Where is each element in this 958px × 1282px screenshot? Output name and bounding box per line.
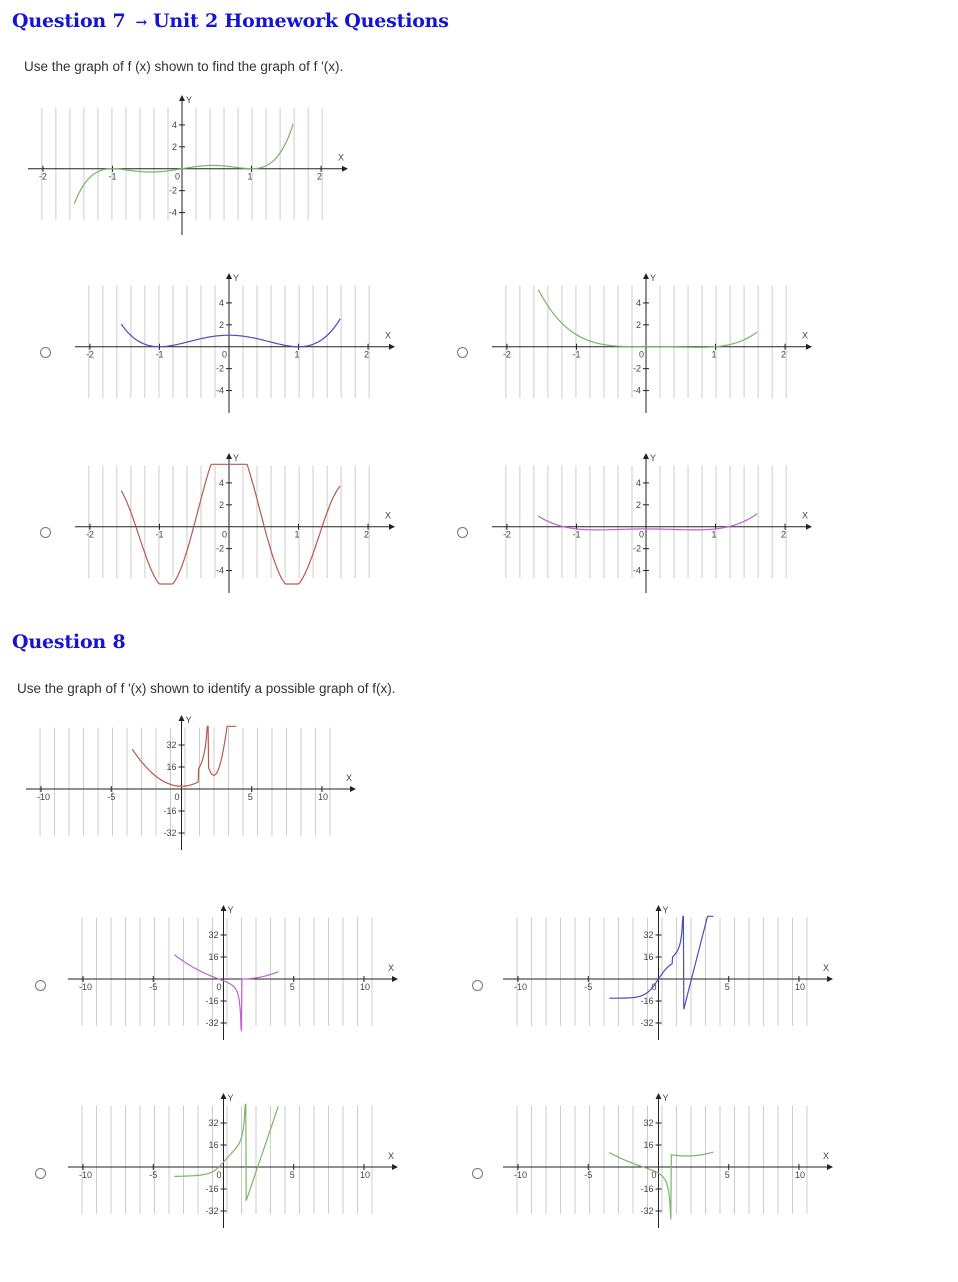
y-axis-label: Y [233,273,240,283]
x-tick-label: 2 [364,349,370,360]
function-curve [174,955,278,1032]
breadcrumb-unit-link[interactable]: Unit 2 Homework Questions [153,10,449,32]
y-tick-label: -2 [215,363,224,374]
q8-option-c-graph [68,1093,398,1228]
x-axis-label: X [388,1151,395,1161]
y-tick-label: 16 [643,1140,654,1150]
x-tick-label: -10 [79,1170,93,1180]
x-tick-label: -5 [149,1170,158,1180]
y-tick-label: 4 [171,119,177,130]
x-axis-arrow [806,344,812,350]
question-7-prompt: Use the graph of f (x) shown to find the graph of f '(x). [24,59,344,74]
x-tick-label: 2 [781,529,787,540]
origin-label: 0 [651,1170,657,1180]
x-tick-label: -10 [514,982,528,992]
x-axis-label: X [338,152,345,163]
origin-label: 0 [174,792,180,802]
y-tick-label: 32 [643,930,654,940]
x-axis-arrow [392,1164,398,1170]
x-axis-arrow [392,976,398,982]
question-8-given-graph [26,715,356,850]
y-tick-label: 32 [208,1118,219,1128]
y-axis-arrow [220,1093,226,1099]
y-axis-arrow [655,1093,661,1099]
y-tick-label: -2 [632,363,641,374]
y-tick-label: 32 [166,740,177,750]
y-axis-label: Y [227,905,234,915]
q7-option-b-radio[interactable] [457,347,468,358]
y-axis-arrow [643,453,649,459]
x-axis-label: X [346,773,353,783]
x-tick-label: 1 [294,529,300,540]
function-curve [132,726,236,786]
question-7-header [12,10,449,32]
origin-label: 0 [222,349,228,360]
function-curve [538,514,757,530]
function-curve [174,1104,278,1200]
y-axis-label: Y [650,273,657,283]
y-tick-label: 16 [208,1140,219,1150]
y-axis-arrow [226,273,232,279]
y-tick-label: -4 [632,565,641,576]
q7-option-a-radio[interactable] [40,347,51,358]
y-tick-label: 32 [208,930,219,940]
y-tick-label: -4 [632,385,641,396]
function-curve [74,124,293,204]
x-tick-label: -10 [37,792,51,802]
y-axis-label: Y [650,453,657,463]
y-tick-label: -4 [168,207,177,218]
y-axis-label: Y [662,905,669,915]
x-tick-label: 5 [724,982,730,992]
q8-option-d-radio[interactable] [472,1168,483,1179]
origin-label: 0 [639,529,645,540]
y-axis-label: Y [233,453,240,463]
x-tick-label: 1 [711,349,717,360]
q7-option-c-radio[interactable] [40,527,51,538]
y-axis-label: Y [227,1093,234,1103]
question-7-given-graph [28,95,348,235]
y-axis-arrow [655,905,661,911]
x-tick-label: 2 [781,349,787,360]
x-tick-label: -5 [584,982,593,992]
q8-option-b-graph [503,905,833,1040]
x-tick-label: 10 [359,1170,370,1180]
y-tick-label: -2 [168,185,177,196]
x-tick-label: -5 [107,792,116,802]
x-tick-label: -2 [85,529,94,540]
x-axis-label: X [802,510,809,521]
q8-option-d-graph [503,1093,833,1228]
x-tick-label: -1 [155,349,164,360]
y-axis-arrow [179,95,185,101]
x-axis-label: X [802,330,809,341]
x-tick-label: 5 [289,1170,295,1180]
origin-label: 0 [651,982,657,992]
y-tick-label: -32 [163,828,177,838]
q7-option-b-graph [492,273,812,413]
x-axis-label: X [385,330,392,341]
origin-label: 0 [216,1170,222,1180]
y-tick-label: 16 [208,952,219,962]
origin-label: 0 [216,982,222,992]
y-tick-label: -16 [205,1184,219,1194]
y-axis-label: Y [186,95,193,105]
y-tick-label: -16 [163,806,177,816]
y-tick-label: 16 [166,762,177,772]
y-tick-label: 2 [218,319,224,330]
x-tick-label: 1 [247,171,253,182]
y-tick-label: 16 [643,952,654,962]
x-axis-label: X [823,963,830,973]
function-curve [609,916,713,1009]
y-tick-label: -16 [205,996,219,1006]
x-axis-arrow [342,166,348,172]
x-tick-label: -2 [85,349,94,360]
x-axis-label: X [823,1151,830,1161]
y-tick-label: -32 [640,1018,654,1028]
function-curve [538,290,757,348]
y-tick-label: -4 [215,565,224,576]
y-tick-label: -16 [640,1184,654,1194]
x-tick-label: 10 [359,982,370,992]
x-axis-arrow [806,524,812,530]
y-tick-label: -4 [215,385,224,396]
y-tick-label: -32 [205,1018,219,1028]
x-tick-label: 5 [724,1170,730,1180]
q7-option-d-radio[interactable] [457,527,468,538]
x-axis-arrow [389,524,395,530]
x-tick-label: 1 [294,349,300,360]
question-8-prompt: Use the graph of f '(x) shown to identify a possible graph of f(x). [17,681,396,696]
x-tick-label: -5 [149,982,158,992]
y-tick-label: 4 [218,477,224,488]
x-tick-label: -10 [514,1170,528,1180]
x-tick-label: 2 [317,171,323,182]
x-tick-label: -1 [108,171,117,182]
q7-option-c-graph [75,453,395,593]
x-axis-label: X [388,963,395,973]
y-axis-arrow [178,715,184,721]
x-tick-label: -1 [572,349,581,360]
y-axis-arrow [220,905,226,911]
function-curve [121,319,340,347]
x-tick-label: 5 [247,792,253,802]
question-7-title: Question 7 [12,10,126,32]
y-tick-label: -16 [640,996,654,1006]
x-tick-label: -1 [155,529,164,540]
q7-option-d-graph [492,453,812,593]
x-axis-arrow [827,1164,833,1170]
y-tick-label: 2 [635,319,641,330]
y-tick-label: 32 [643,1118,654,1128]
y-tick-label: 2 [171,141,177,152]
x-tick-label: 2 [364,529,370,540]
function-curve [121,464,340,584]
y-axis-label: Y [185,715,192,725]
y-axis-arrow [643,273,649,279]
x-axis-label: X [385,510,392,521]
function-curve [609,1152,713,1219]
x-tick-label: 10 [794,1170,805,1180]
y-axis-label: Y [662,1093,669,1103]
q8-option-b-radio[interactable] [472,980,483,991]
x-axis-arrow [350,786,356,792]
y-tick-label: -2 [632,543,641,554]
y-tick-label: 2 [218,499,224,510]
x-tick-label: -1 [572,529,581,540]
origin-label: 0 [175,171,181,182]
x-tick-label: 5 [289,982,295,992]
y-tick-label: -32 [205,1206,219,1216]
x-tick-label: -5 [584,1170,593,1180]
q8-option-a-graph [68,905,398,1040]
y-tick-label: 4 [218,297,224,308]
x-tick-label: -10 [79,982,93,992]
y-tick-label: 4 [635,477,641,488]
x-tick-label: 10 [317,792,328,802]
origin-label: 0 [222,529,228,540]
y-axis-arrow [226,453,232,459]
q8-option-c-radio[interactable] [35,1168,46,1179]
x-tick-label: 10 [794,982,805,992]
question-8-title: Question 8 [12,631,126,653]
y-tick-label: 4 [635,297,641,308]
x-tick-label: 1 [711,529,717,540]
x-tick-label: -2 [38,171,47,182]
q8-option-a-radio[interactable] [35,980,46,991]
x-tick-label: -2 [502,349,511,360]
y-tick-label: -2 [215,543,224,554]
y-tick-label: -32 [640,1206,654,1216]
q7-option-a-graph [75,273,395,413]
origin-label: 0 [639,349,645,360]
x-tick-label: -2 [502,529,511,540]
x-axis-arrow [827,976,833,982]
breadcrumb-arrow-icon: → [135,15,147,31]
y-tick-label: 2 [635,499,641,510]
x-axis-arrow [389,344,395,350]
